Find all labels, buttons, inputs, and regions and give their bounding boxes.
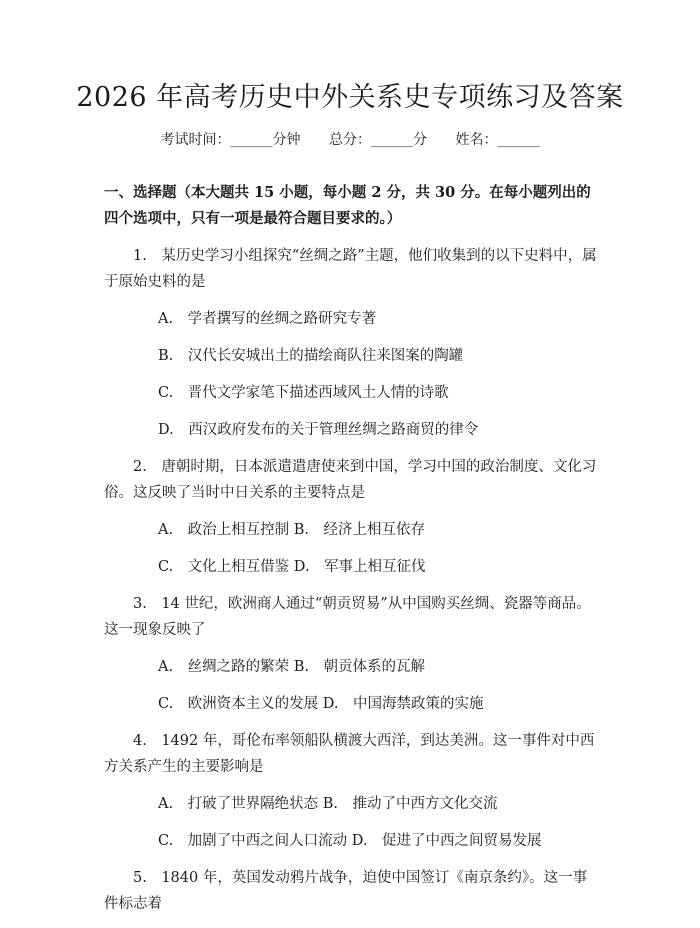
option-d: D. 西汉政府发布的关于管理丝绸之路商贸的律令	[158, 422, 479, 438]
options-ab: A. 打破了世界隔绝状态 B. 推动了中西方文化交流	[158, 796, 498, 812]
question-1	[104, 243, 600, 443]
question-stem: 5. 1840 年，英国发动鸦片战争，迫使中国签订《南京条约》。这一事件标志着	[104, 870, 588, 912]
question-5	[104, 865, 600, 917]
option-c: C. 晋代文学家笔下描述西域风土人情的诗歌	[158, 385, 449, 401]
question-stem: 3. 14 世纪，欧洲商人通过“朝贡贸易”从中国购买丝绸、瓷器等商品。这一现象反映了	[104, 596, 591, 638]
page-title: 2026 年高考历史中外关系史专项练习及答案	[76, 82, 624, 113]
options-ab: A. 丝绸之路的繁荣 B. 朝贡体系的瓦解	[158, 659, 425, 675]
student-name: 姓名：______	[455, 132, 540, 148]
option-a: A. 学者撰写的丝绸之路研究专著	[158, 311, 377, 327]
options-cd: C. 欧洲资本主义的发展 D. 中国海禁政策的实施	[158, 696, 484, 712]
exam-content	[104, 180, 600, 928]
exam-info	[0, 130, 700, 150]
section-heading: 一、选择题（本大题共 15 小题，每小题 2 分，共 30 分。在每小题列出的四个选项中，只有一项是最符合题目要求的。）	[104, 184, 591, 227]
options-cd: C. 加剧了中西之间人口流动 D. 促进了中西之间贸易发展	[158, 833, 542, 849]
question-4	[104, 728, 600, 854]
question-stem: 1. 某历史学习小组探究“丝绸之路”主题，他们收集到的以下史料中，属于原始史料的是	[104, 248, 597, 290]
options-cd: C. 文化上相互借鉴 D. 军事上相互征伐	[158, 559, 426, 575]
question-2	[104, 454, 600, 580]
options-ab: A. 政治上相互控制 B. 经济上相互依存	[158, 522, 425, 538]
exam-score: 总分：______分	[329, 132, 427, 148]
question-stem: 4. 1492 年，哥伦布率领船队横渡大西洋，到达美洲。这一事件对中西方关系产生的主要影响是	[104, 733, 595, 775]
exam-time: 考试时间：______分钟	[160, 132, 301, 148]
question-3	[104, 591, 600, 717]
question-stem: 2. 唐朝时期，日本派遣遣唐使来到中国，学习中国的政治制度、文化习俗。这反映了当时中日关系的主要特点是	[104, 459, 597, 501]
option-b: B. 汉代长安城出土的描绘商队往来图案的陶罐	[158, 348, 464, 364]
